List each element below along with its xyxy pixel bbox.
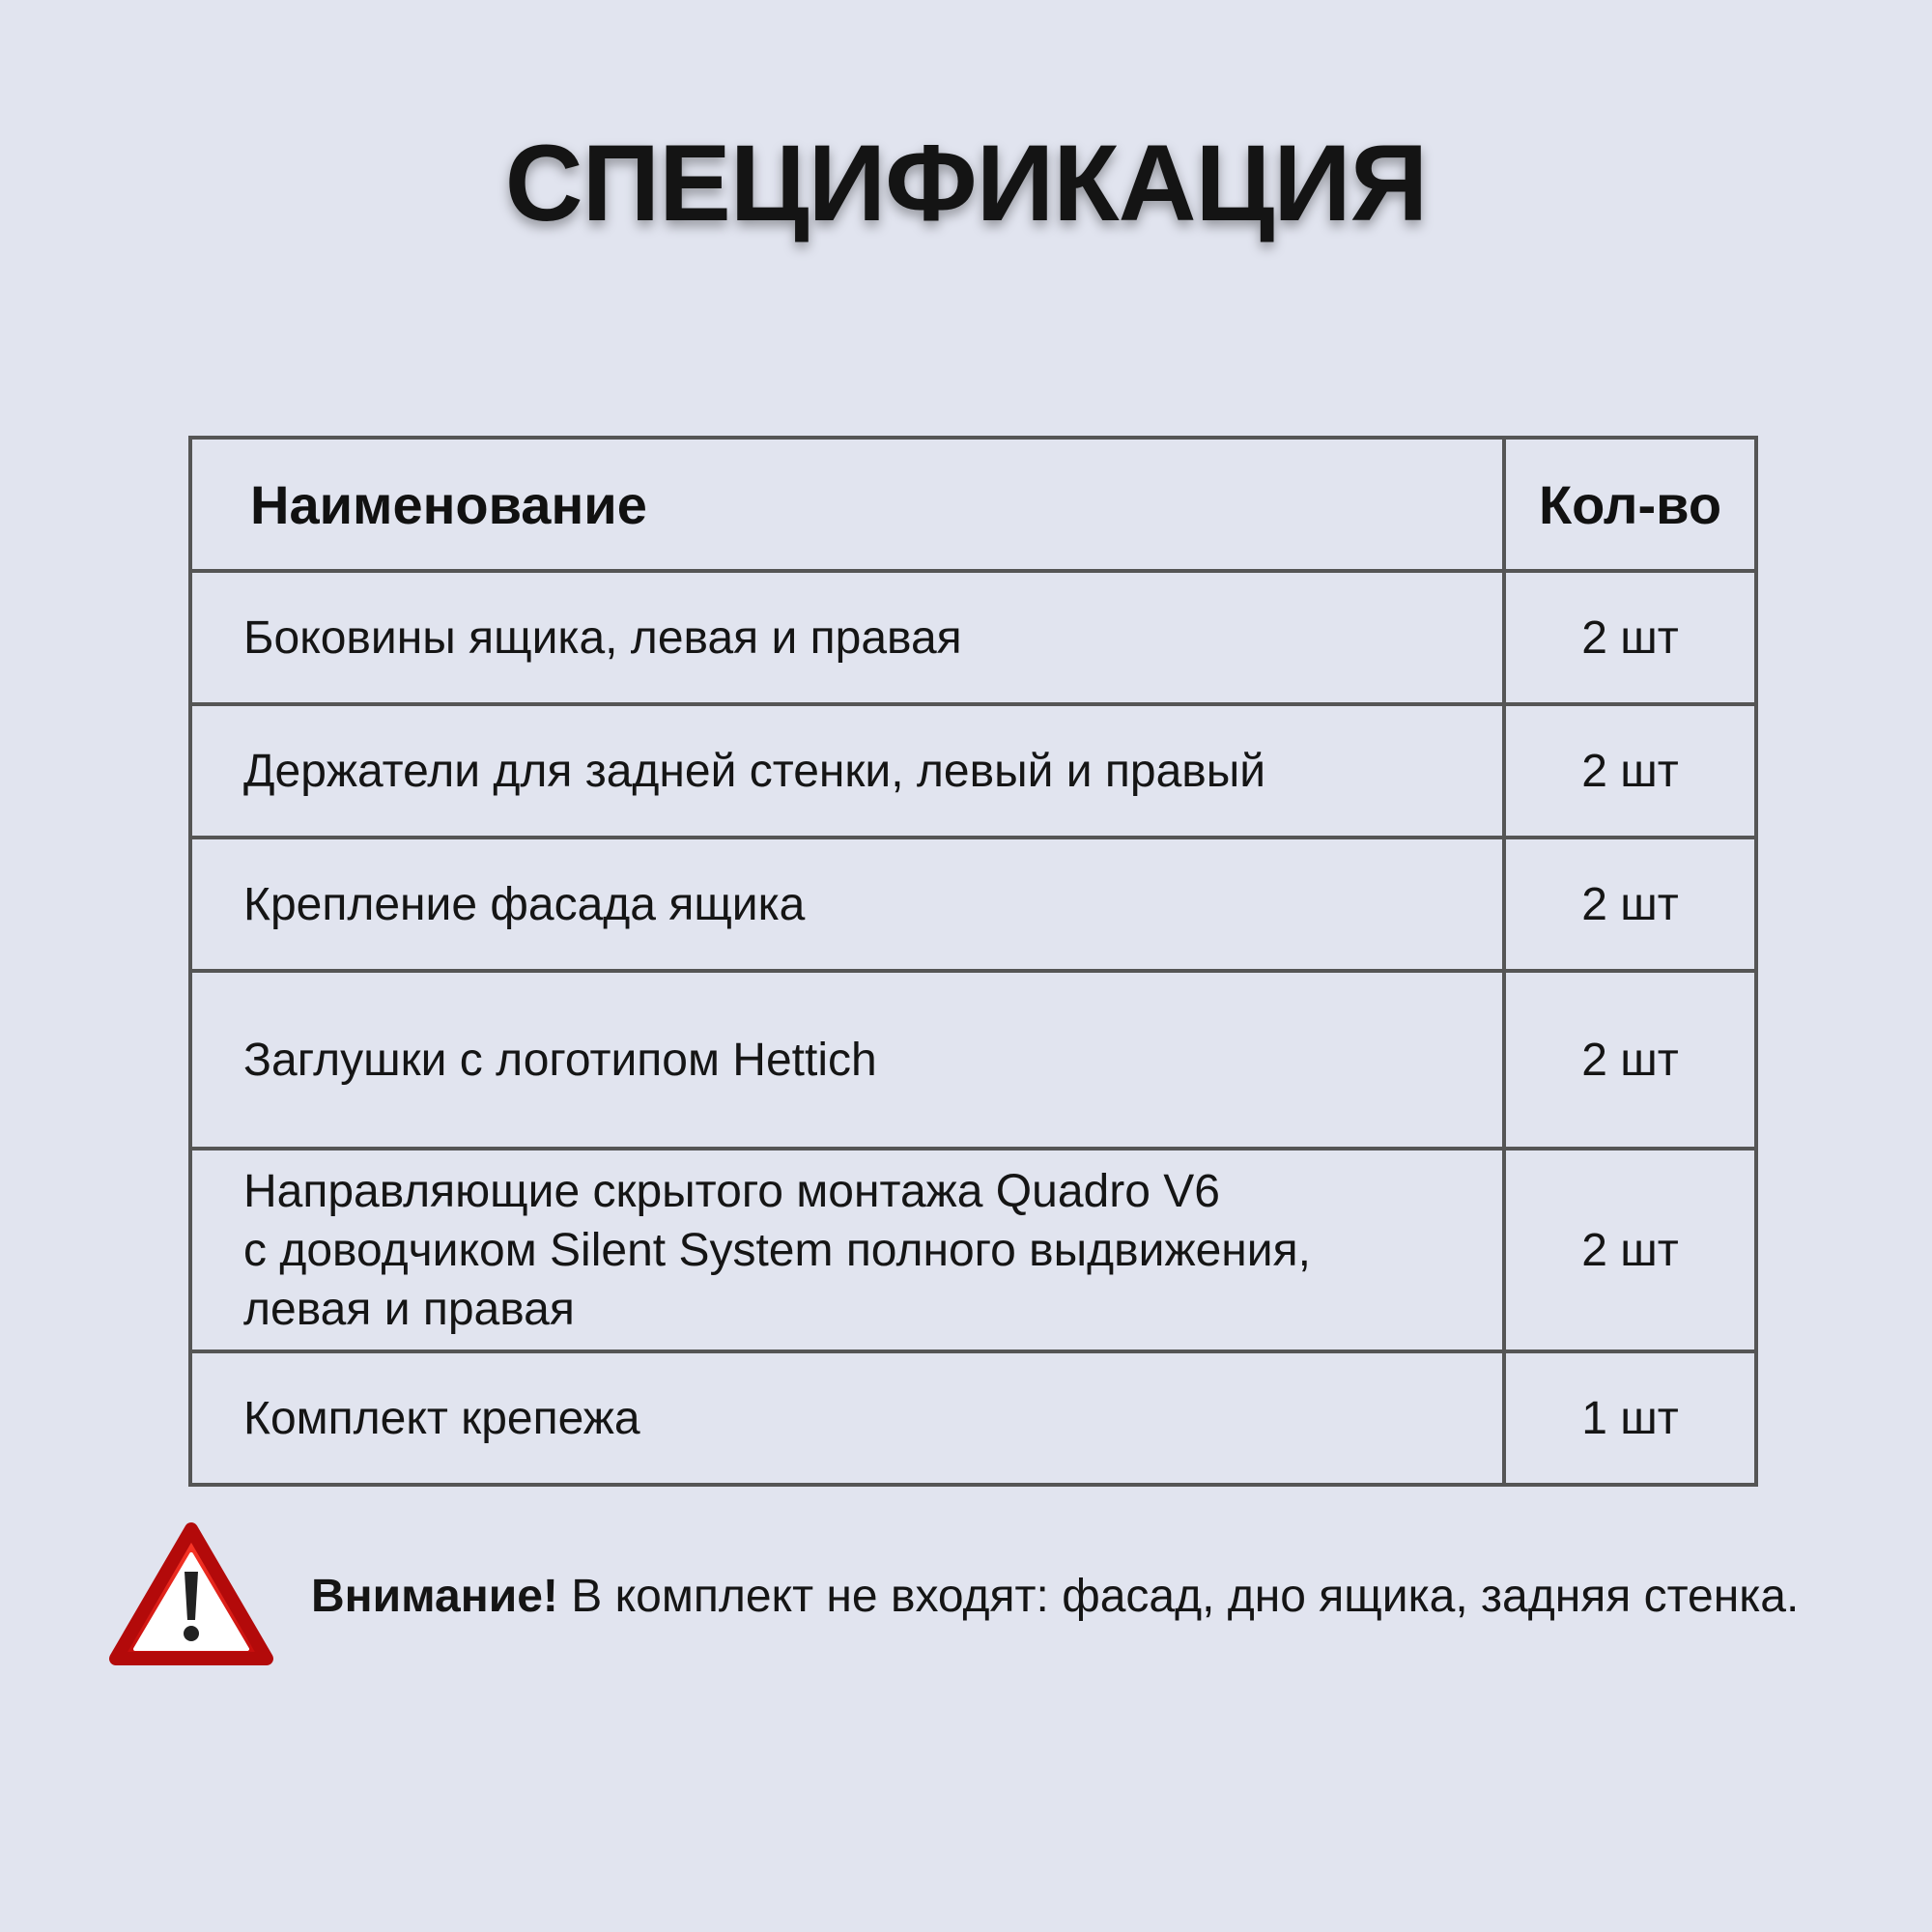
item-quantity: 2 шт bbox=[1504, 1149, 1756, 1351]
item-name: Боковины ящика, левая и правая bbox=[190, 571, 1504, 704]
item-name: Комплект крепежа bbox=[190, 1351, 1504, 1485]
item-name-line: с доводчиком Silent System полного выдвижения, bbox=[243, 1224, 1311, 1276]
column-header-name: Наименование bbox=[190, 438, 1504, 571]
table-row bbox=[190, 704, 1756, 838]
item-quantity: 2 шт bbox=[1504, 971, 1756, 1149]
item-name-line: Направляющие скрытого монтажа Quadro V6 bbox=[243, 1165, 1220, 1217]
table-row bbox=[190, 1351, 1756, 1485]
table-header-row bbox=[190, 438, 1756, 571]
table-row bbox=[190, 571, 1756, 704]
item-name bbox=[190, 1149, 1504, 1351]
column-header-quantity: Кол-во bbox=[1504, 438, 1756, 571]
item-name: Крепление фасада ящика bbox=[190, 838, 1504, 971]
specification-table bbox=[188, 436, 1758, 1487]
warning-triangle-icon bbox=[108, 1521, 274, 1672]
table-row bbox=[190, 971, 1756, 1149]
item-quantity: 1 шт bbox=[1504, 1351, 1756, 1485]
item-name: Держатели для задней стенки, левый и правый bbox=[190, 704, 1504, 838]
item-quantity: 2 шт bbox=[1504, 571, 1756, 704]
item-quantity: 2 шт bbox=[1504, 704, 1756, 838]
notice-label: Внимание! bbox=[311, 1571, 558, 1622]
warning-notice bbox=[108, 1521, 1837, 1676]
item-name-line: левая и правая bbox=[243, 1283, 575, 1335]
item-quantity: 2 шт bbox=[1504, 838, 1756, 971]
notice-message: В комплект не входят: фасад, дно ящика, задняя стенка. bbox=[557, 1571, 1800, 1622]
page-title: СПЕЦИФИКАЦИЯ bbox=[504, 123, 1428, 243]
item-name: Заглушки с логотипом Hettich bbox=[190, 971, 1504, 1149]
table-row bbox=[190, 1149, 1756, 1351]
notice-text bbox=[311, 1568, 1818, 1626]
table-row bbox=[190, 838, 1756, 971]
